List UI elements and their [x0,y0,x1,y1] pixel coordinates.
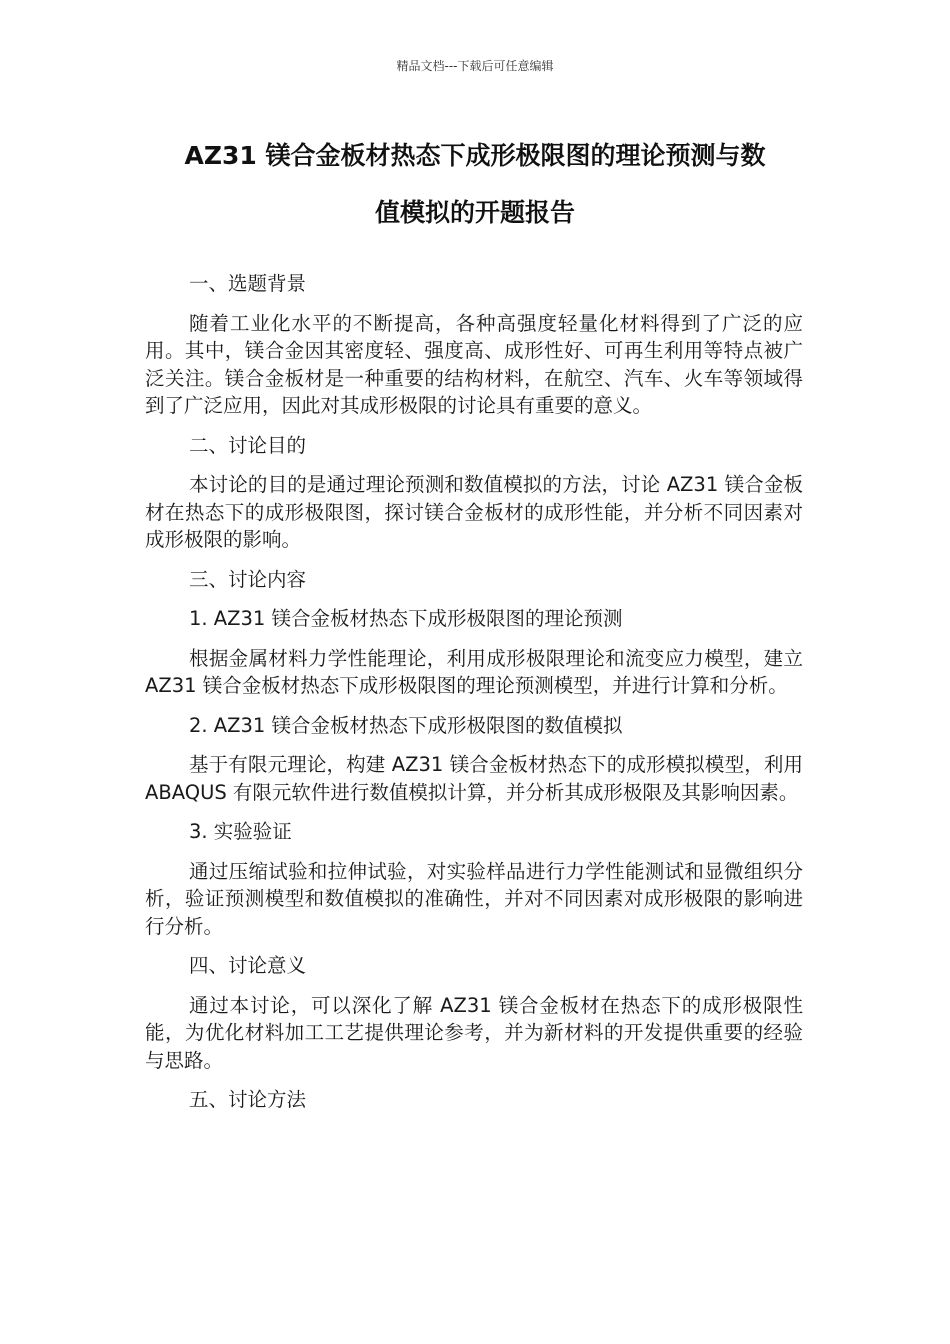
section-heading-significance: 四、讨论意义 [189,954,307,977]
section-heading-content: 三、讨论内容 [189,567,307,591]
paragraph-significance: 通过本讨论，可以深化了解 AZ31 镁合金板材在热态下的成形极限性能，为优化材料加工工艺提供理论参考，并为新材料的开发提供重要的经验与思路。 [145,993,803,1072]
subsection-heading-numerical-simulation: 2. AZ31 镁合金板材热态下成形极限图的数值模拟 [189,713,623,737]
paragraph-experiment-verification: 通过压缩试验和拉伸试验，对实验样品进行力学性能测试和显微组织分析，验证预测模型和数值模拟的准确性，并对不同因素对成形极限的影响进行分析。 [145,859,803,938]
subsection-heading-theory-prediction: 1. AZ31 镁合金板材热态下成形极限图的理论预测 [189,607,623,630]
document-title-line-2: 值模拟的开题报告 [374,198,575,227]
paragraph-theory-prediction: 根据金属材料力学性能理论，利用成形极限理论和流变应力模型，建立 AZ31 镁合金板材热态下成形极限图的理论预测模型，并进行计算和分析。 [145,646,803,697]
paragraph-purpose: 本讨论的目的是通过理论预测和数值模拟的方法，讨论 AZ31 镁合金板材在热态下的成形极限图，探讨镁合金板材的成形性能，并分析不同因素对成形极限的影响。 [145,473,803,551]
header-watermark-note: 精品文档---下载后可任意编辑 [396,59,554,73]
paragraph-background: 随着工业化水平的不断提高，各种高强度轻量化材料得到了广泛的应用。其中，镁合金因其密度轻、强度高、成形性好、可再生利用等特点被广泛关注。镁合金板材是一种重要的结构材料，在航空、汽车、火车等领域得到了广泛应用，因此对其成形极限的讨论具有重要的意义。 [145,311,803,417]
section-heading-background: 一、选题背景 [189,272,307,295]
section-heading-purpose: 二、讨论目的 [189,433,307,457]
paragraph-numerical-simulation: 基于有限元理论，构建 AZ31 镁合金板材热态下的成形模拟模型，利用 ABAQUS 有限元软件进行数值模拟计算，并分析其成形极限及其影响因素。 [145,753,803,804]
section-heading-method: 五、讨论方法 [189,1088,307,1111]
document-body [145,270,803,1126]
document-title-line-1: AZ31 镁合金板材热态下成形极限图的理论预测与数 [184,141,766,170]
subsection-heading-experiment-verification: 3. 实验验证 [189,820,292,843]
